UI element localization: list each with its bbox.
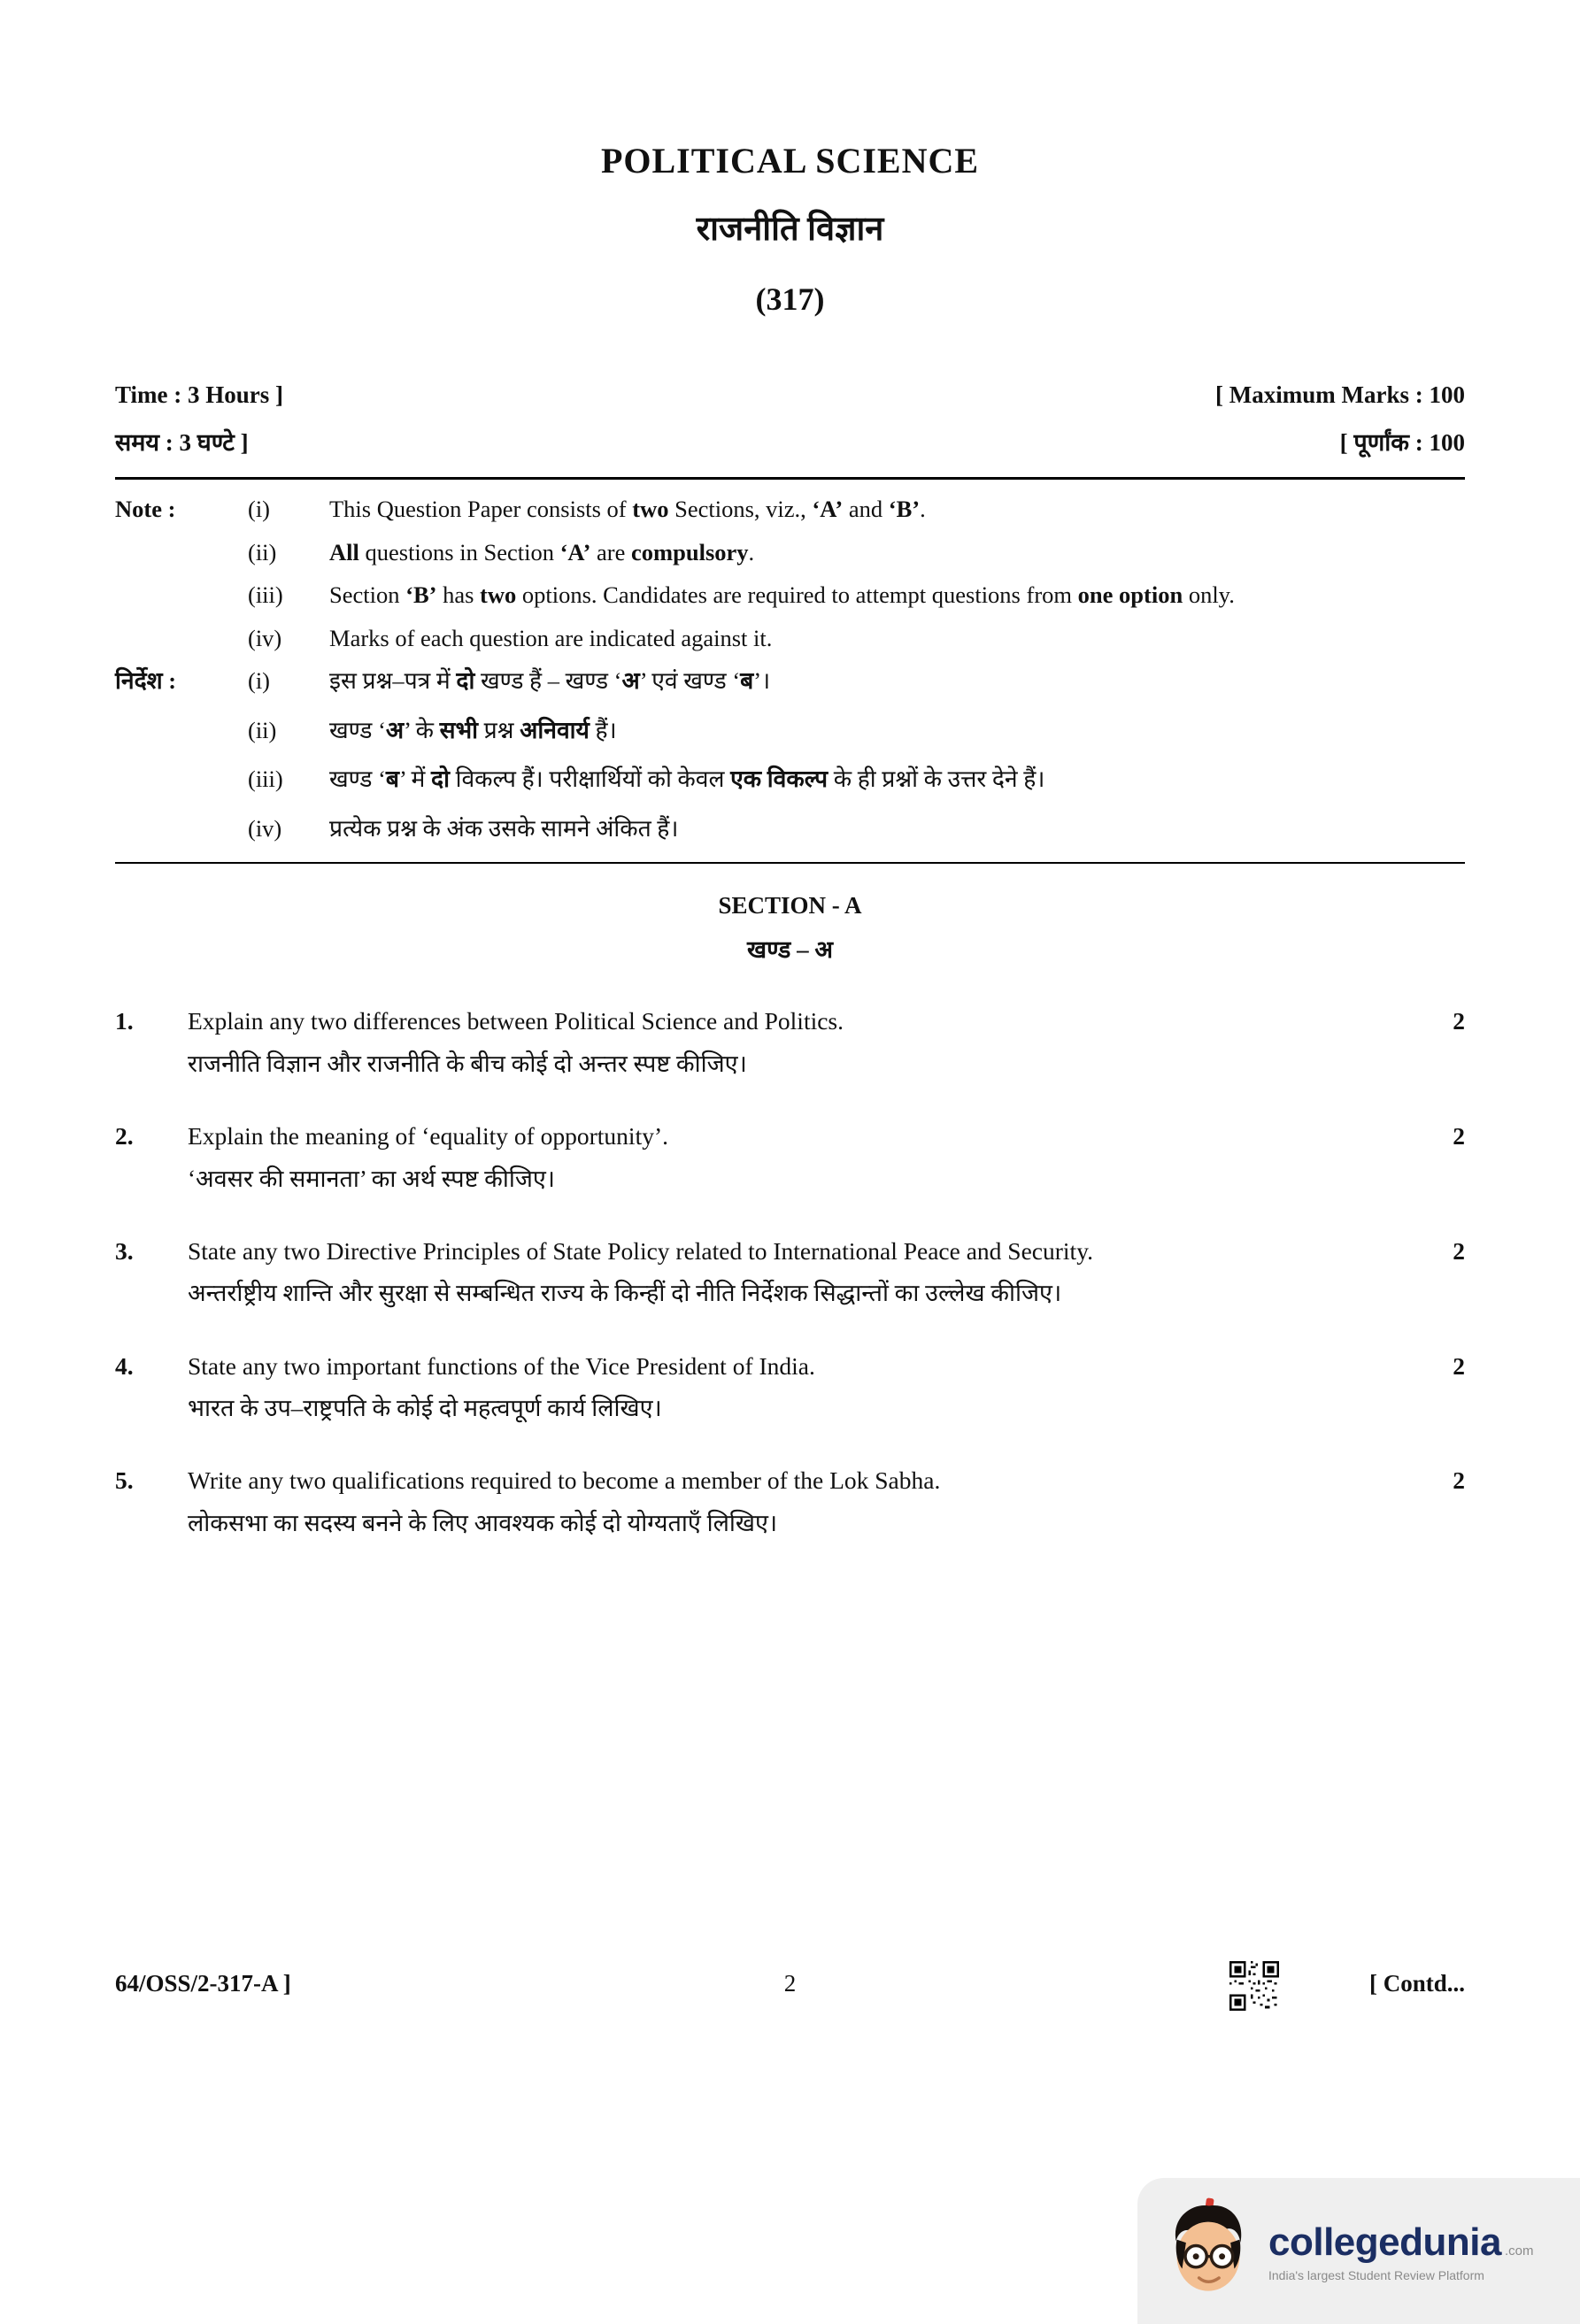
qr-code	[1229, 1961, 1279, 2011]
question-marks: 2	[1453, 1121, 1465, 1150]
note-number: (iv)	[248, 814, 282, 842]
note-text: Marks of each question are indicated against it.	[329, 624, 773, 651]
question-row	[115, 1005, 1465, 1080]
note-number: (i)	[248, 667, 271, 694]
note-item-hindi	[115, 715, 1465, 747]
page-title: POLITICAL SCIENCE	[600, 141, 980, 181]
question-text-english: Explain any two differences between Political Science and Politics.	[188, 1007, 844, 1035]
note-item-hindi	[115, 764, 1465, 796]
question-marks: 2	[1453, 1351, 1465, 1380]
note-number: (iii)	[248, 766, 283, 792]
note-label-hindi: निर्देश :	[115, 667, 177, 694]
note-number: (i)	[248, 496, 271, 522]
note-text: खण्ड ‘ब’ में दो विकल्प हैं। परीक्षार्थियों को केवल एक विकल्प के ही प्रश्नों के उत्तर देने हैं।	[329, 766, 1045, 792]
question-text-hindi: भारत के उप–राष्ट्रपति के कोई दो महत्वपूर्ण कार्य लिखिए।	[188, 1395, 662, 1422]
question-number: 4.	[115, 1351, 134, 1380]
note-item-hindi	[115, 813, 1465, 845]
section-heading-hindi: खण्ड – अ	[747, 936, 833, 963]
divider-top	[115, 477, 1465, 480]
question-text-english: State any two important functions of the Vice President of India.	[188, 1351, 815, 1380]
question-text-english: Explain the meaning of ‘equality of opportunity’.	[188, 1121, 668, 1150]
note-item	[115, 580, 1465, 612]
note-text: All questions in Section ‘A’ are compulsory.	[329, 538, 755, 566]
brand-tagline: India's largest Student Review Platform	[1268, 2267, 1484, 2282]
question-row	[115, 1120, 1465, 1195]
question-marks: 2	[1453, 1007, 1465, 1035]
question-text-english: Write any two qualifications required to become a member of the Lok Sabha.	[188, 1466, 941, 1495]
question-row	[115, 1465, 1465, 1539]
notes-block	[115, 494, 1465, 844]
note-text: प्रत्येक प्रश्न के अंक उसके सामने अंकित हैं।	[329, 814, 679, 842]
note-item	[115, 623, 1465, 655]
question-text-english: State any two Directive Principles of State Policy related to International Peace and Security.	[188, 1236, 1094, 1265]
question-text-hindi: ‘अवसर की समानता’ का अर्थ स्पष्ट कीजिए।	[188, 1165, 556, 1192]
question-text-hindi: लोकसभा का सदस्य बनने के लिए आवश्यक कोई दो योग्यताएँ लिखिए।	[188, 1510, 778, 1537]
note-number: (ii)	[248, 538, 277, 566]
maximum-marks: [ Maximum Marks : 100	[1215, 381, 1465, 408]
page-footer	[115, 1970, 1465, 2032]
meta-row-english	[115, 381, 1465, 409]
question-marks: 2	[1453, 1236, 1465, 1265]
divider-notes-bottom	[115, 862, 1465, 864]
question-text-hindi: अन्तर्राष्ट्रीय शान्ति और सुरक्षा से सम्बन्धित राज्य के किन्हीं दो नीति निर्देशक सिद्धान्तों का उल्लेख कीजिए।	[188, 1280, 1062, 1307]
note-number: (iii)	[248, 581, 283, 608]
brand-name: collegedunia	[1268, 2220, 1501, 2264]
question-row	[115, 1351, 1465, 1425]
note-number: (iv)	[248, 624, 282, 651]
question-marks: 2	[1453, 1466, 1465, 1495]
question-number: 2.	[115, 1121, 134, 1150]
note-item-hindi	[115, 666, 1465, 697]
paper-reference-code: 64/OSS/2-317-A ]	[115, 1970, 291, 1997]
paper-code: (317)	[755, 281, 825, 317]
section-heading: SECTION - A	[718, 892, 862, 919]
question-row	[115, 1235, 1465, 1310]
note-text: इस प्रश्न–पत्र में दो खण्ड हैं – खण्ड ‘अ’ एवं खण्ड ‘ब’।	[329, 667, 771, 694]
note-number: (ii)	[248, 716, 277, 743]
time-allowed: Time : 3 Hours ]	[115, 381, 283, 408]
note-label: Note :	[115, 496, 176, 522]
question-number: 5.	[115, 1466, 134, 1495]
note-item	[115, 537, 1465, 569]
maximum-marks-hindi: [ पूर्णांक : 100	[1339, 429, 1465, 456]
note-item	[115, 494, 1465, 526]
brand-domain: .com	[1504, 2243, 1534, 2259]
mascot-icon	[1162, 2196, 1254, 2306]
collegedunia-watermark	[1137, 2178, 1580, 2324]
page-title-hindi: राजनीति विज्ञान	[696, 211, 884, 248]
page-number: 2	[783, 1970, 797, 1997]
time-allowed-hindi: समय : 3 घण्टे ]	[115, 429, 249, 456]
meta-row-hindi	[115, 425, 1465, 458]
continued-label: [ Contd...	[1368, 1970, 1465, 1997]
note-text: Section ‘B’ has two options. Candidates are required to attempt questions from one option only.	[329, 581, 1235, 608]
question-text-hindi: राजनीति विज्ञान और राजनीति के बीच कोई दो अन्तर स्पष्ट कीजिए।	[188, 1050, 747, 1077]
note-text: This Question Paper consists of two Sections, viz., ‘A’ and ‘B’.	[329, 496, 926, 522]
note-text: खण्ड ‘अ’ के सभी प्रश्न अनिवार्य हैं।	[329, 716, 617, 743]
question-number: 3.	[115, 1236, 134, 1265]
question-number: 1.	[115, 1007, 134, 1035]
